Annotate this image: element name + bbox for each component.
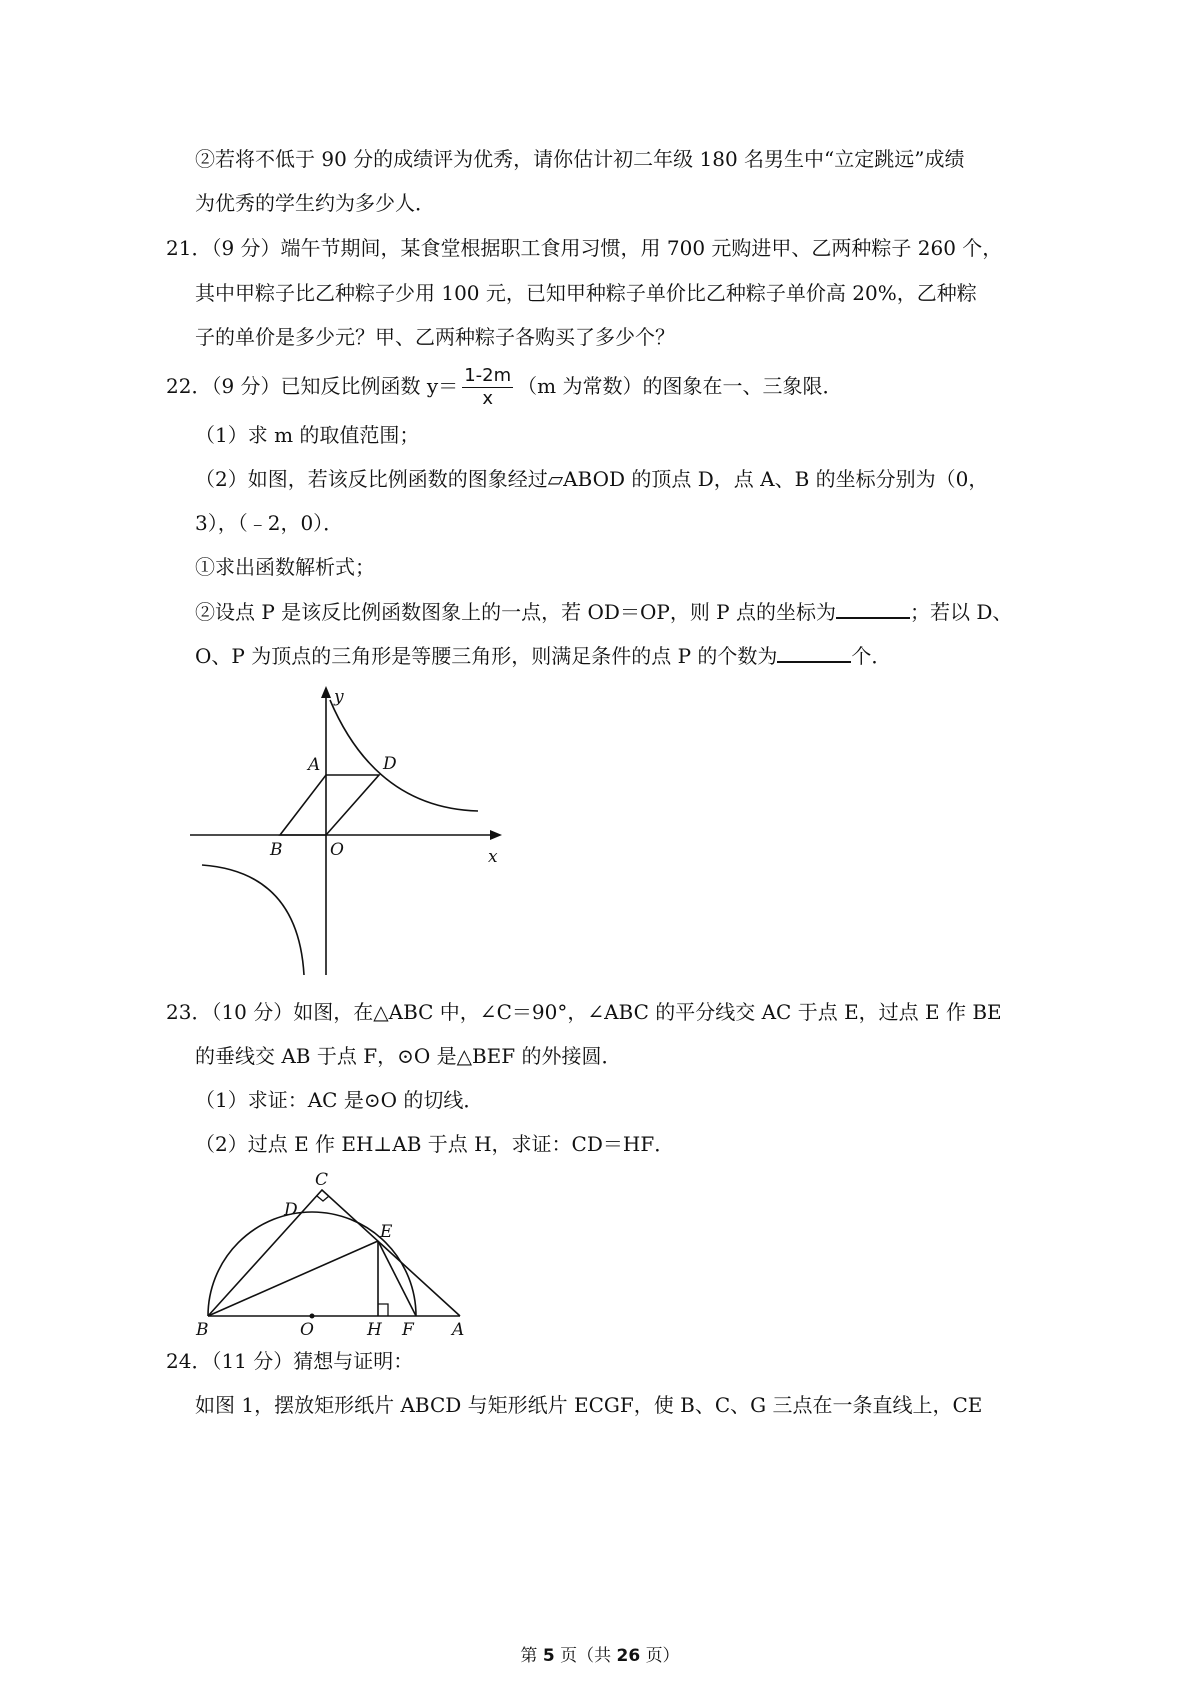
q22-fraction bbox=[462, 365, 513, 410]
figure-q22-hyperbola bbox=[180, 680, 520, 980]
question-21-line1: 21．（9 分）端午节期间，某食堂根据职工食用习惯，用 700 元购进甲、乙两种粽子 260 个， bbox=[166, 236, 1003, 260]
label-a: A bbox=[452, 1320, 465, 1340]
label-c: C bbox=[315, 1170, 329, 1190]
hyperbola-branch-third-quadrant bbox=[202, 865, 304, 975]
label-b: B bbox=[270, 840, 283, 860]
footer-mid: 页（共 bbox=[560, 1646, 612, 1666]
q22-sub2-text-a: ②设点 P 是该反比例函数图象上的一点，若 OD＝OP，则 P 点的坐标为 bbox=[195, 600, 836, 624]
footer-total-pages: 26 bbox=[616, 1646, 641, 1666]
question-21-line2: 其中甲粽子比乙种粽子少用 100 元，已知甲种粽子单价比乙种粽子单价高 20%，乙种粽 bbox=[195, 281, 977, 305]
question-22-part2-line1: （2）如图，若该反比例函数的图象经过▱ABOD 的顶点 D，点 A、B 的坐标分别为（0， bbox=[195, 467, 989, 491]
label-d: D bbox=[383, 754, 397, 774]
answer-blank bbox=[836, 597, 910, 619]
footer-page-number: 5 bbox=[542, 1646, 555, 1666]
right-angle-mark-h bbox=[378, 1304, 388, 1316]
hyperbola-branch-first-quadrant bbox=[330, 700, 478, 811]
label-a: A bbox=[308, 755, 321, 775]
line-q20-part2-cont: 为优秀的学生约为多少人． bbox=[195, 191, 435, 215]
question-21-line3: 子的单价是多少元？甲、乙两种粽子各购买了多少个？ bbox=[195, 325, 675, 349]
center-dot-o bbox=[310, 1314, 315, 1319]
question-23-part2: （2）过点 E 作 EH⊥AB 于点 H，求证：CD＝HF． bbox=[195, 1132, 675, 1156]
question-23-line2: 的垂线交 AB 于点 F，⊙O 是△BEF 的外接圆． bbox=[195, 1044, 622, 1068]
label-o: O bbox=[330, 840, 344, 860]
y-axis-arrow bbox=[321, 686, 331, 698]
label-x: x bbox=[488, 847, 498, 867]
footer-pre: 第 bbox=[520, 1646, 538, 1666]
question-22-sub2-line2 bbox=[195, 641, 891, 670]
question-23-line1: 23．（10 分）如图，在△ABC 中，∠C＝90°，∠ABC 的平分线交 AC 于点 E，过点 E 作 BE bbox=[166, 1000, 1002, 1024]
q22-fraction-numerator: 1-2m bbox=[464, 365, 512, 386]
label-h: H bbox=[367, 1320, 382, 1340]
x-axis-arrow bbox=[490, 830, 502, 840]
question-22-sub1: ①求出函数解析式； bbox=[195, 555, 375, 579]
question-22-part1: （1）求 m 的取值范围； bbox=[195, 423, 420, 447]
segment-ef bbox=[378, 1241, 416, 1316]
q22-sub2-text-b: ；若以 D、 bbox=[910, 600, 1013, 624]
right-angle-mark-c bbox=[317, 1196, 329, 1201]
label-e: E bbox=[380, 1222, 393, 1242]
line-q20-part2: ②若将不低于 90 分的成绩评为优秀，请你估计初二年级 180 名男生中“立定跳远”成绩 bbox=[195, 147, 965, 171]
label-y: y bbox=[334, 687, 344, 707]
question-24-title: 24．（11 分）猜想与证明： bbox=[166, 1349, 414, 1373]
question-24-line2: 如图 1，摆放矩形纸片 ABCD 与矩形纸片 ECGF，使 B、C、G 三点在一条直线上，CE bbox=[195, 1393, 983, 1417]
figure-q23-circle bbox=[190, 1165, 480, 1345]
page-footer bbox=[0, 1641, 1200, 1666]
q22-sub2-text-c: O、P 为顶点的三角形是等腰三角形，则满足条件的点 P 的个数为 bbox=[195, 644, 778, 668]
label-b: B bbox=[196, 1320, 209, 1340]
question-23-part1: （1）求证：AC 是⊙O 的切线． bbox=[195, 1088, 484, 1112]
label-o: O bbox=[300, 1320, 314, 1340]
segment-be bbox=[208, 1241, 378, 1316]
footer-post: 页） bbox=[645, 1646, 680, 1666]
answer-blank bbox=[777, 641, 851, 663]
question-22-part2-line2: 3），（﹣2，0）． bbox=[195, 511, 344, 535]
triangle-bca bbox=[208, 1190, 460, 1316]
q22-stem-post: （m 为常数）的图象在一、三象限． bbox=[517, 374, 843, 398]
label-f: F bbox=[402, 1320, 414, 1340]
q22-sub2-text-d: 个． bbox=[851, 644, 892, 668]
question-22-stem bbox=[166, 362, 842, 410]
q22-stem-pre: 22．（9 分）已知反比例函数 y＝ bbox=[166, 374, 459, 398]
parallelogram-abod bbox=[280, 775, 379, 835]
question-22-sub2-line1 bbox=[195, 597, 1012, 626]
label-d: D bbox=[284, 1200, 298, 1220]
q22-fraction-denominator: x bbox=[482, 388, 493, 409]
